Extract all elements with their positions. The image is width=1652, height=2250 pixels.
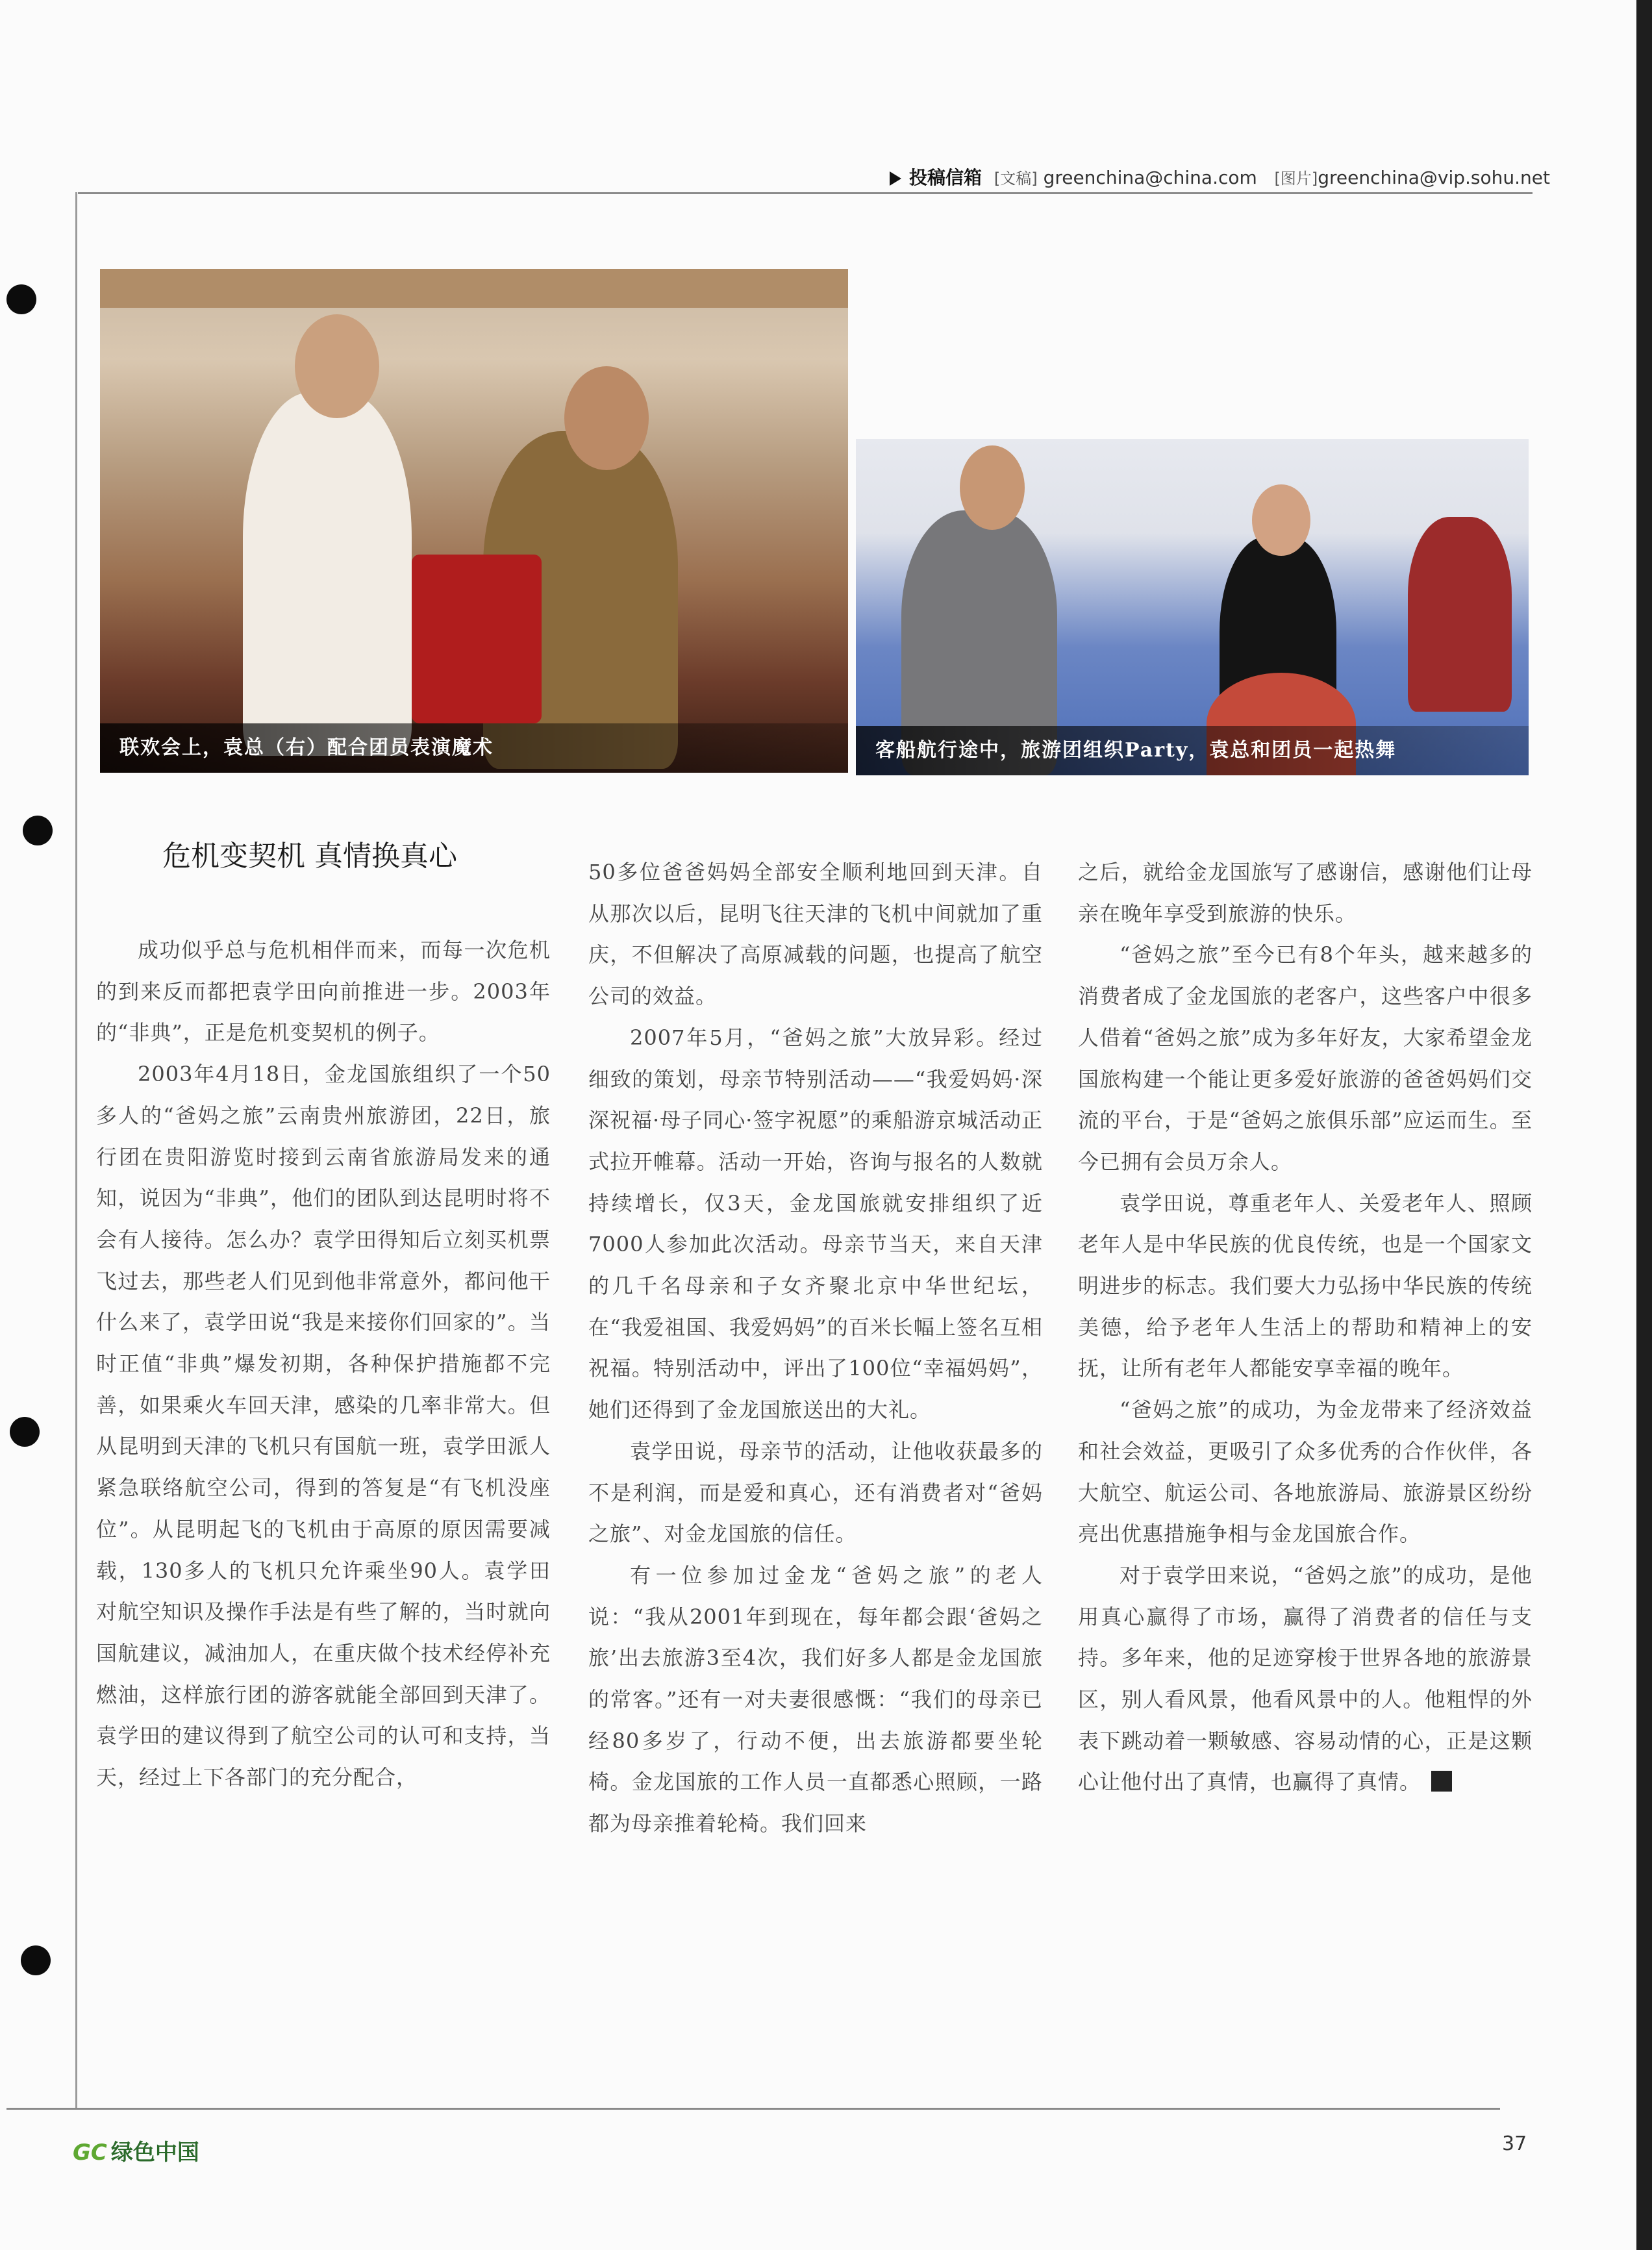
- left-margin-rule: [75, 192, 77, 2108]
- photo-caption: 客船航行途中，旅游团组织Party，袁总和团员一起热舞: [856, 726, 1529, 775]
- submission-contact: [890, 164, 1550, 190]
- paragraph: “爸妈之旅”的成功，为金龙带来了经济效益和社会效益，更吸引了众多优秀的合作伙伴，各大航空、航运公司、各地旅游局、旅游景区纷纷亮出优惠措施争相与金龙国旅合作。: [1078, 1397, 1533, 1547]
- text-column-1: [96, 930, 551, 1799]
- photo-figure-left: [243, 392, 412, 756]
- end-mark-icon: [1431, 1771, 1452, 1792]
- footer-divider: [6, 2108, 1500, 2110]
- text-column-3: [1078, 852, 1533, 1803]
- photo-ceiling: [100, 269, 848, 308]
- paragraph: 有一位参加过金龙“爸妈之旅”的老人说：“我从2001年到现在，每年都会跟‘爸妈之旅’出去旅游3至4次，我们好多人都是金龙国旅的常客。”还有一对夫妻很感慨：“我们的母亲已经80多岁了，行动不便，出去旅游都要坐轮椅。金龙国旅的工作人员一直都悉心照顾，一路都为母亲推着轮椅。我们回来: [588, 1562, 1043, 1836]
- scan-edge: [1636, 0, 1652, 2250]
- logo-mark: GC: [73, 2140, 107, 2166]
- photo-head-left: [295, 314, 379, 418]
- photo-crowd: [1408, 517, 1512, 712]
- photo-head-woman: [1252, 484, 1310, 556]
- header-divider: [78, 192, 1533, 194]
- image-tag: [图片]: [1274, 169, 1318, 188]
- magazine-logo: [73, 2134, 199, 2166]
- arrow-right-icon: [890, 171, 901, 186]
- image-email[interactable]: greenchina@vip.sohu.net: [1318, 167, 1550, 188]
- paragraph: 2003年4月18日，金龙国旅组织了一个50多人的“爸妈之旅”云南贵州旅游团，22日，旅行团在贵阳游览时接到云南省旅游局发来的通知，说因为“非典”，他们的团队到达昆明时将不会有人接待。怎么办？袁学田得知后立刻买机票飞过去，那些老人们见到他非常意外，都问他干什么来了，袁学田说“我是来接你们回家的”。当时正值“非典”爆发初期，各种保护措施都不完善，如果乘火车回天津，感染的几率非常大。但从昆明到天津的飞机只有国航一班，袁学田派人紧急联络航空公司，得到的答复是“有飞机没座位”。从昆明起飞的飞机由于高原的原因需要减载，130多人的飞机只允许乘坐90人。袁学田对航空知识及操作手法是有些了解的，当时就向国航建议，减油加人，在重庆做个技术经停补充燃油，这样旅行团的游客就能全部回到天津了。袁学田的建议得到了航空公司的认可和支持，当天，经过上下各部门的充分配合，: [96, 1062, 551, 1790]
- text-column-2: [588, 852, 1043, 1845]
- photo-magic-show: [100, 269, 848, 773]
- paragraph: 袁学田说，尊重老年人、关爱老年人、照顾老年人是中华民族的优良传统，也是一个国家文明进步的标志。我们要大力弘扬中华民族的传统美德，给予老年人生活上的帮助和精神上的安抚，让所有老年人都能安享幸福的晚年。: [1078, 1190, 1533, 1381]
- paragraph: 之后，就给金龙国旅写了感谢信，感谢他们让母亲在晚年享受到旅游的快乐。: [1078, 860, 1533, 926]
- binder-hole-icon: [6, 284, 36, 314]
- paragraph: 袁学田说，母亲节的活动，让他收获最多的不是利润，而是爱和真心，还有消费者对“爸妈之旅”、对金龙国旅的信任。: [588, 1438, 1043, 1547]
- paragraph-text: 对于袁学田来说，“爸妈之旅”的成功，是他用真心赢得了市场，赢得了消费者的信任与支持。多年来，他的足迹穿梭于世界各地的旅游景区，别人看风景，他看风景中的人。他粗悍的外表下跳动着一颗敏感、容易动情的心，正是这颗心让他付出了真情，也赢得了真情。: [1078, 1562, 1533, 1795]
- text-email[interactable]: greenchina@china.com: [1043, 167, 1257, 188]
- binder-hole-icon: [23, 816, 53, 845]
- paragraph: 50多位爸爸妈妈全部安全顺利地回到天津。自从那次以后，昆明飞往天津的飞机中间就加了重庆，不但解决了高原减载的问题，也提高了航空公司的效益。: [588, 860, 1043, 1009]
- page-number: 37: [1502, 2132, 1527, 2155]
- paragraph: 成功似乎总与危机相伴而来，而每一次危机的到来反而都把袁学田向前推进一步。2003年的“非典”，正是危机变契机的例子。: [96, 938, 551, 1045]
- paragraph: 2007年5月，“爸妈之旅”大放异彩。经过细致的策划，母亲节特别活动——“我爱妈妈·深深祝福·母子同心·签字祝愿”的乘船游京城活动正式拉开帷幕。活动一开始，咨询与报名的人数就持续增长，仅3天，金龙国旅就安排组织了近7000人参加此次活动。母亲节当天，来自天津的几千名母亲和子女齐聚北京中华世纪坛，在“我爱祖国、我爱妈妈”的百米长幅上签名互相祝福。特别活动中，评出了100位“幸福妈妈”，她们还得到了金龙国旅送出的大礼。: [588, 1025, 1043, 1423]
- binder-hole-icon: [21, 1945, 51, 1975]
- photo-head-right: [564, 366, 649, 470]
- photo-caption: 联欢会上，袁总（右）配合团员表演魔术: [100, 723, 848, 773]
- binder-hole-icon: [10, 1417, 40, 1447]
- paragraph: “爸妈之旅”至今已有8个年头，越来越多的消费者成了金龙国旅的老客户，这些客户中很多人借着“爸妈之旅”成为多年好友，大家希望金龙国旅构建一个能让更多爱好旅游的爸爸妈妈们交流的平台，于是“爸妈之旅俱乐部”应运而生。至今已拥有会员万余人。: [1078, 942, 1533, 1174]
- article-heading: 危机变契机 真情换真心: [162, 840, 457, 873]
- photo-red-prop: [412, 555, 542, 723]
- paragraph-last: [1078, 1555, 1533, 1803]
- photo-dance-party: [856, 439, 1529, 775]
- magazine-name: 绿色中国: [110, 2140, 199, 2166]
- text-tag: [文稿]: [994, 169, 1038, 188]
- photo-head-man: [960, 445, 1025, 530]
- submission-label: 投稿信箱: [909, 167, 982, 188]
